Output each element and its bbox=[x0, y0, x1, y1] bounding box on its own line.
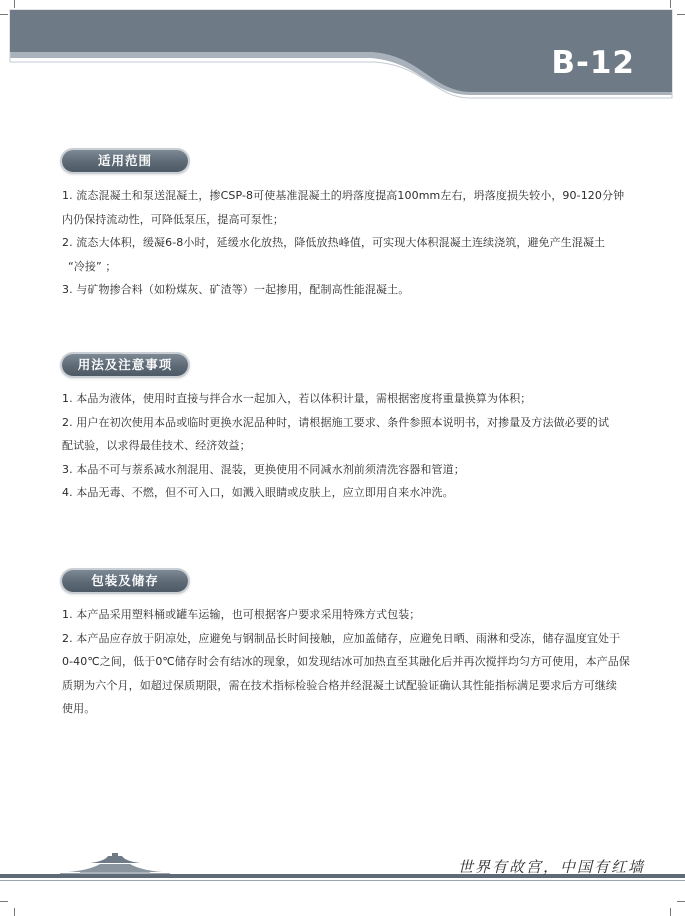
section-scope bbox=[62, 150, 662, 302]
list-item: 4. 本品无毒、不燃，但不可入口，如溅入眼睛或皮肤上，应立即用自来水冲洗。 bbox=[62, 486, 454, 499]
list-item: 2. 本产品应存放于阴凉处，应避免与钢制品长时间接触，应加盖储存，应避免日晒、雨淋和受冻，储存温度宜处于 bbox=[62, 631, 621, 645]
list-item: 3. 本品不可与萘系减水剂混用、混装，更换使用不同减水剂前须清洗容器和管道； bbox=[62, 462, 465, 476]
section-title-pill: 适用范围 bbox=[62, 150, 188, 172]
list-item: 1. 本品为液体，使用时直接与拌合水一起加入，若以体积计量，需根据密度将重量换算为体积； bbox=[62, 392, 532, 405]
list-item: 质期为六个月，如超过保质期限，需在技术指标检验合格并经混凝土试配验证确认其性能指标满足要求后方可继续 bbox=[62, 678, 617, 692]
crop-mark bbox=[0, 901, 8, 902]
section-packaging bbox=[62, 570, 662, 721]
footer-rule-thin bbox=[0, 880, 685, 881]
list-item: 1. 流态混凝土和泵送混凝土，掺CSP-8可使基准混凝土的坍落度提高100mm左右，坍落度损失较小，90-120分钟 bbox=[62, 189, 625, 202]
section-usage bbox=[62, 354, 662, 505]
section-list bbox=[62, 603, 662, 721]
list-item: 配试验，以求得最佳技术、经济效益； bbox=[62, 439, 251, 452]
palace-roof-icon bbox=[60, 852, 170, 876]
list-item: 2. 流态大体积，缓凝6-8小时，延缓水化放热，降低放热峰值，可实现大体积混凝土连续浇筑，避免产生混凝土 bbox=[62, 236, 606, 249]
page-code: B-12 bbox=[551, 45, 635, 81]
list-item: 3. 与矿物掺合料（如粉煤灰、矿渣等）一起掺用，配制高性能混凝土。 bbox=[62, 283, 410, 296]
section-list bbox=[62, 184, 662, 302]
list-item: 内仍保持流动性，可降低泵压，提高可泵性； bbox=[62, 212, 284, 226]
section-title-pill: 包装及储存 bbox=[62, 570, 188, 592]
crop-mark bbox=[670, 908, 671, 916]
list-item: “冷接” ； bbox=[68, 259, 117, 273]
header-banner bbox=[0, 0, 685, 110]
list-item: 1. 本产品采用塑料桶或罐车运输，也可根据客户要求采用特殊方式包装； bbox=[62, 608, 421, 621]
list-item: 2. 用户在初次使用本品或临时更换水泥品种时，请根据施工要求、条件参照本说明书，对掺量及方法做必要的试 bbox=[62, 415, 610, 429]
footer-slogan: 世界有故宫，中国有红墙 bbox=[457, 858, 645, 876]
section-title-pill: 用法及注意事项 bbox=[62, 354, 188, 376]
crop-mark bbox=[677, 901, 685, 902]
list-item: 使用。 bbox=[62, 702, 96, 715]
list-item: 0-40℃之间，低于0℃储存时会有结冰的现象，如发现结冰可加热直至其融化后并再次搅拌均匀方可使用，本产品保 bbox=[62, 655, 630, 668]
section-list bbox=[62, 387, 662, 505]
crop-mark bbox=[14, 908, 15, 916]
